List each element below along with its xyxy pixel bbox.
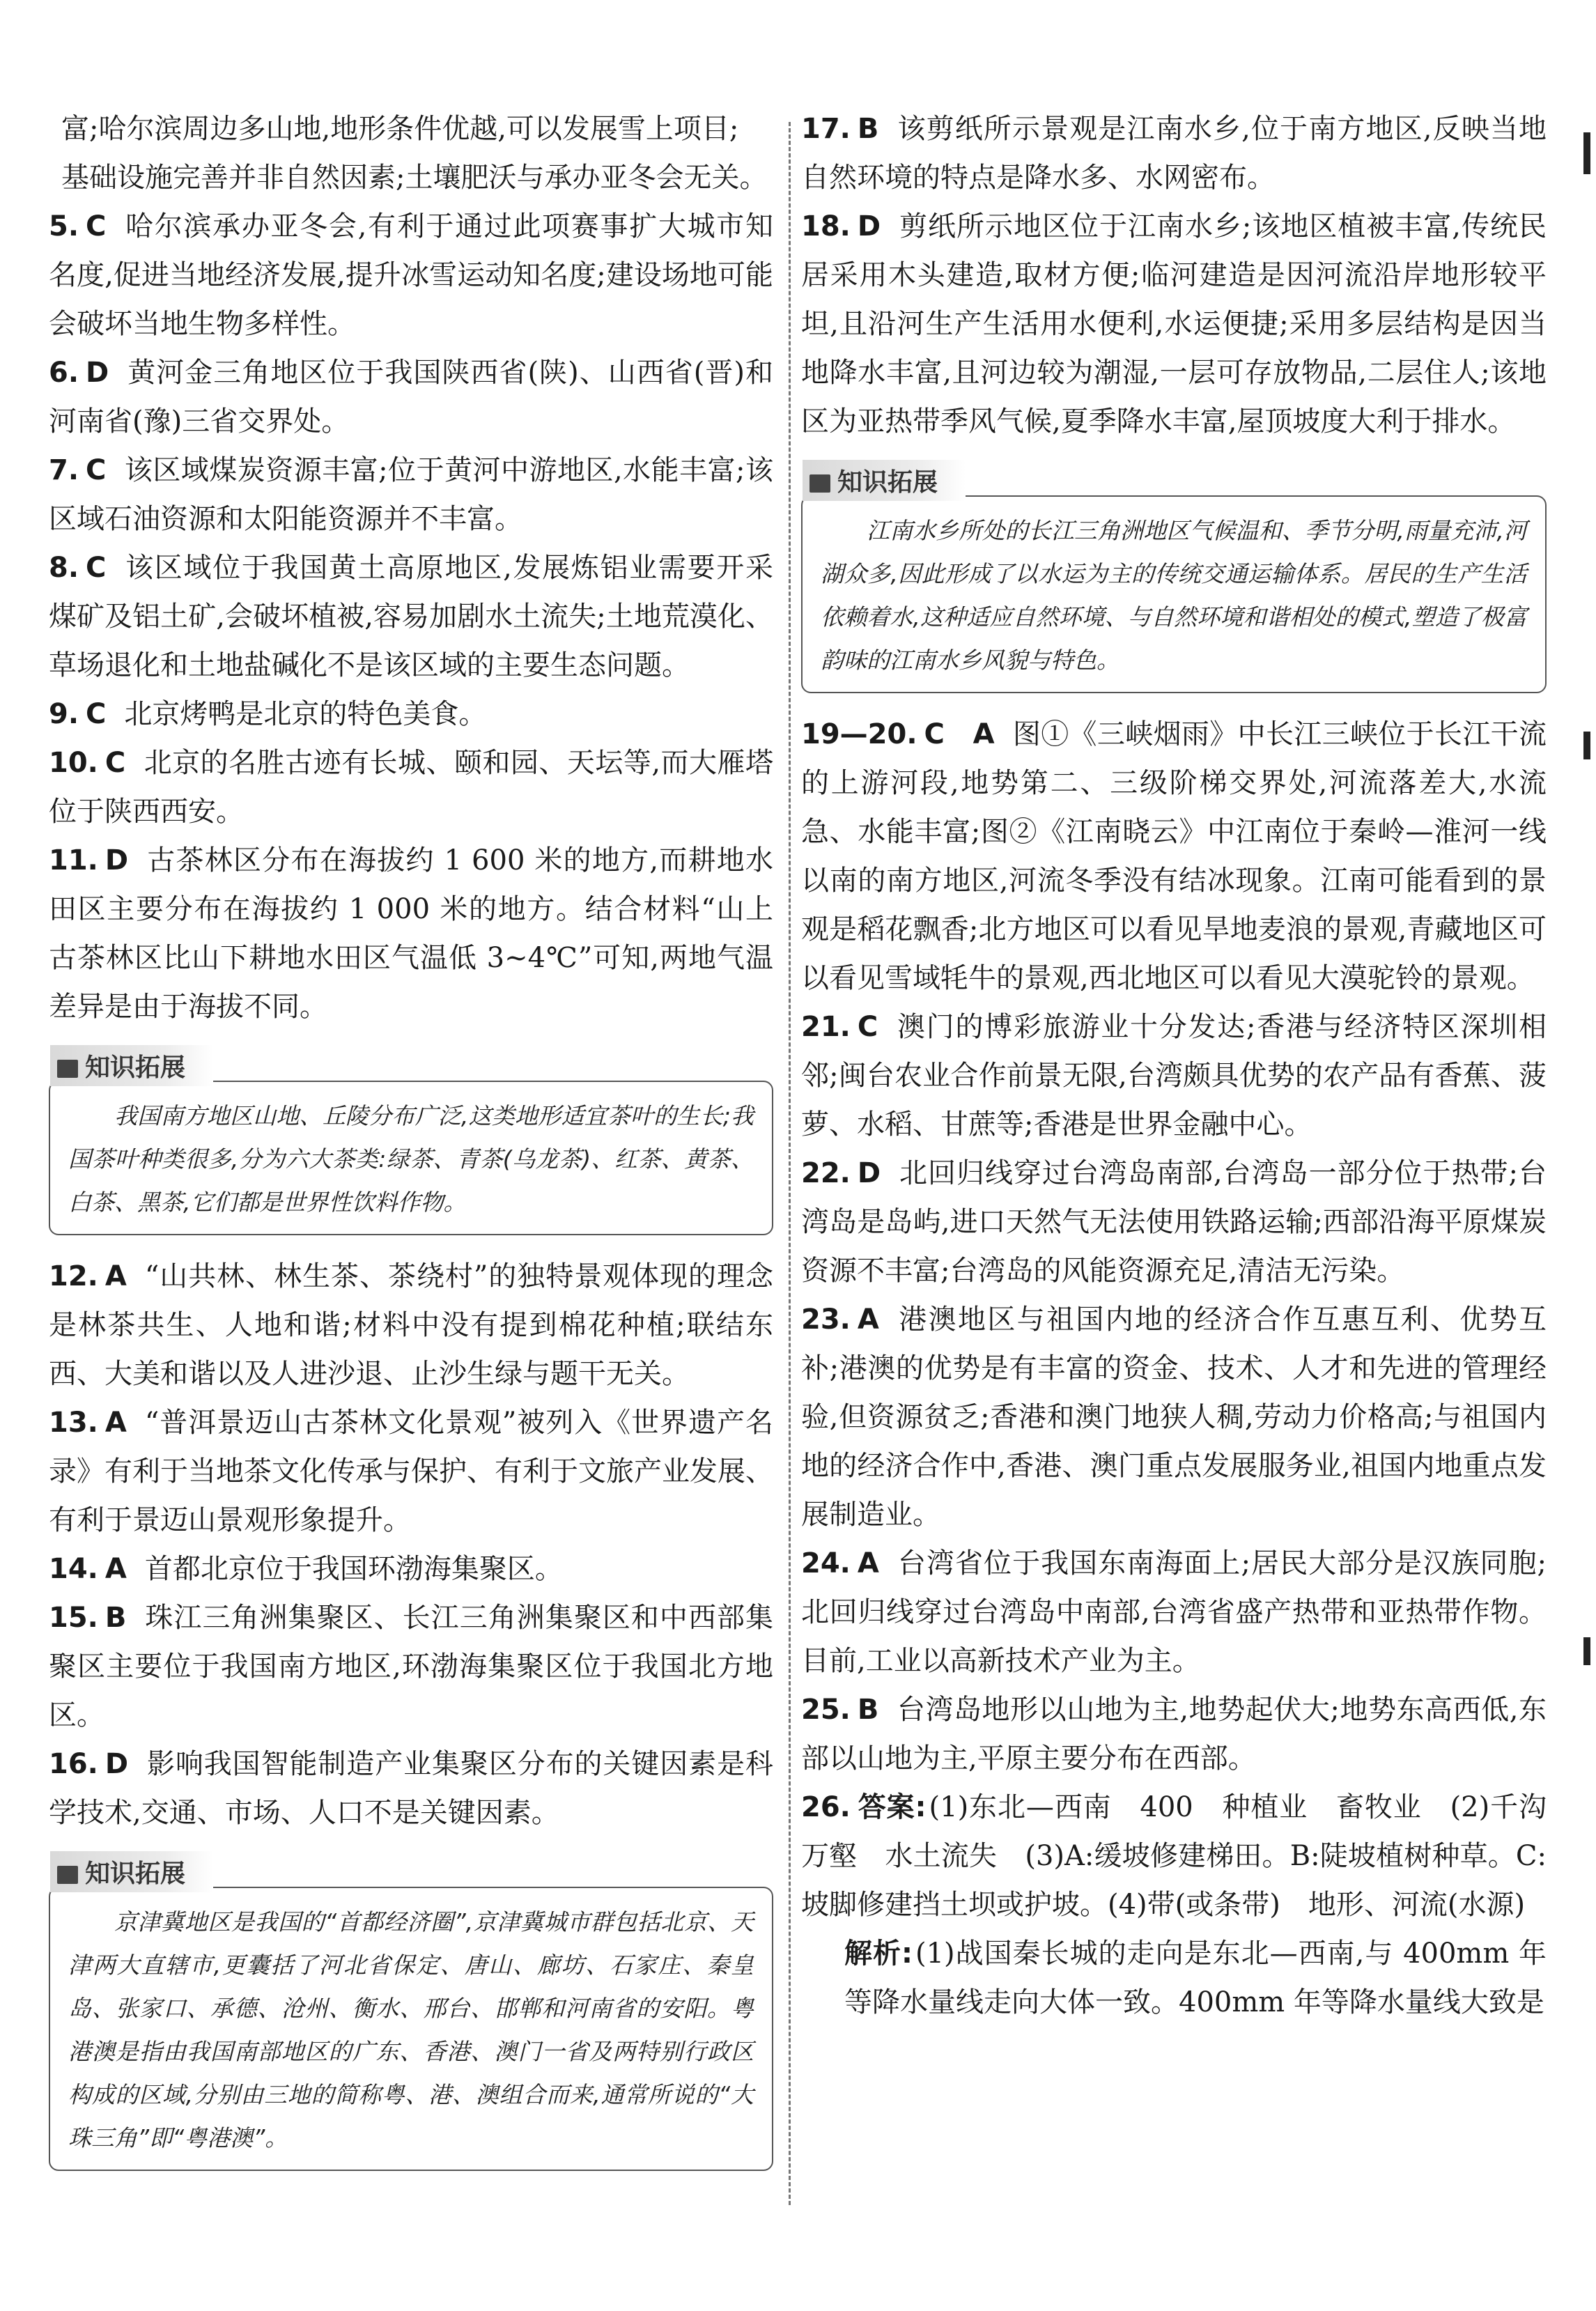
answer-5: [49, 202, 773, 348]
question-number: 5.: [49, 210, 79, 242]
answer-letter: D: [857, 1157, 881, 1189]
book-icon: [57, 1866, 78, 1884]
answer-letter: B: [857, 113, 879, 145]
answer-letter: D: [857, 210, 881, 242]
answer-9: [49, 690, 773, 739]
answer-19-20: [801, 710, 1547, 1003]
answer-letter: A: [104, 1260, 127, 1292]
answer-text: 首都北京位于我国环渤海集聚区。: [144, 1553, 563, 1585]
analysis-text: (1)战国秦长城的走向是东北—西南,与 400mm 年等降水量线走向大体一致。400mm 年等降水量线大致是: [844, 1938, 1547, 2018]
answer-text: 该区域煤炭资源丰富;位于黄河中游地区,水能丰富;该区域石油资源和太阳能资源并不丰富。: [49, 454, 773, 535]
left-column: [49, 105, 773, 2188]
analysis-26: [801, 1929, 1547, 2027]
answer-text: “普洱景迈山古茶林文化景观”被列入《世界遗产名录》有利于当地茶文化传承与保护、有利于文旅产业发展、有利于景迈山景观形象提升。: [49, 1407, 773, 1536]
answer-letter: A: [857, 1547, 879, 1579]
question-number: 19—20.: [801, 718, 917, 750]
answer-text: “山共林、林生茶、茶绕村”的独特景观体现的理念是林茶共生、人地和谐;材料中没有提到棉花种植;联结东西、大美和谐以及人进沙退、止沙生绿与题干无关。: [49, 1260, 773, 1390]
question-number: 15.: [49, 1602, 98, 1634]
question-number: 17.: [801, 113, 851, 145]
answer-25: [801, 1685, 1547, 1783]
extension-title: [803, 460, 966, 501]
extension-text: 我国南方地区山地、丘陵分布广泛,这类地形适宜茶叶的生长;我国茶叶种类很多,分为六大茶类:绿茶、青茶(乌龙茶)、红茶、黄茶、白茶、黑茶,它们都是世界性饮料作物。: [49, 1081, 773, 1235]
answer-letter: D: [86, 357, 109, 389]
answer-letter: C: [86, 210, 107, 242]
answer-text: 该区域位于我国黄土高原地区,发展炼铝业需要开采煤矿及铝土矿,会破坏植被,容易加剧水土流失;土地荒漠化、草场退化和土地盐碱化不是该区域的主要生态问题。: [49, 552, 773, 681]
extension-title: [50, 1045, 213, 1086]
answer-17: [801, 105, 1547, 202]
question-number: 12.: [49, 1260, 98, 1292]
analysis-label: 解析:: [844, 1938, 913, 1970]
answer-text: 北回归线穿过台湾岛南部,台湾岛一部分位于热带;台湾岛是岛屿,进口天然气无法使用铁路运输;西部沿海平原煤炭资源不丰富;台湾岛的风能资源充足,清洁无污染。: [801, 1157, 1547, 1287]
answer-text: 影响我国智能制造产业集聚区分布的关键因素是科学技术,交通、市场、人口不是关键因素。: [49, 1748, 773, 1829]
answer-18: [801, 202, 1547, 446]
answer-letter: C: [857, 1011, 878, 1043]
answer-letter: C: [86, 454, 107, 486]
book-icon: [809, 474, 830, 493]
binding-edge-mark: [1583, 732, 1590, 759]
knowledge-extension-regions: [49, 1851, 773, 2171]
answer-text: 珠江三角洲集聚区、长江三角洲集聚区和中西部集聚区主要位于我国南方地区,环渤海集聚区位于我国北方地区。: [49, 1602, 773, 1731]
answer-letter: C: [86, 698, 107, 730]
lead-line-1: 富;哈尔滨周边多山地,地形条件优越,可以发展雪上项目;: [61, 113, 739, 145]
answer-text: 剪纸所示地区位于江南水乡;该地区植被丰富,传统民居采用木头建造,取材方便;临河建造是因河流沿岸地形较平坦,且沿河生产生活用水便利,水运便捷;采用多层结构是因当地降水丰富,且河边较为潮湿,一层可存放物品,二层住人;该地区为亚热带季风气候,夏季降水丰富,屋顶坡度大利于排水。: [801, 210, 1547, 438]
answer-8: [49, 543, 773, 690]
question-number: 26.: [801, 1791, 851, 1823]
answer-letter: B: [104, 1602, 127, 1634]
answer-letter: A: [857, 1304, 879, 1336]
extension-title-text: 知识拓展: [837, 468, 938, 497]
extension-text: 京津冀地区是我国的“首都经济圈”,京津冀城市群包括北京、天津两大直辖市,更囊括了河北省保定、唐山、廊坊、石家庄、秦皇岛、张家口、承德、沧州、衡水、邢台、邯郸和河南省的安阳。粤港澳是指由我国南部地区的广东、香港、澳门一省及两特别行政区构成的区域,分别由三地的简称粤、港、澳组合而来,通常所说的“大珠三角”即“粤港澳”。: [49, 1887, 773, 2171]
answer-letter: A: [104, 1407, 127, 1439]
knowledge-extension-tea: [49, 1045, 773, 1235]
answer-text: 港澳地区与祖国内地的经济合作互惠互利、优势互补;港澳的优势是有丰富的资金、技术、人才和先进的管理经验,但资源贫乏;香港和澳门地狭人稠,劳动力价格高;与祖国内地的经济合作中,香港、澳门重点发展服务业,祖国内地重点发展制造业。: [801, 1304, 1547, 1531]
question-number: 10.: [49, 747, 98, 779]
answer-16: [49, 1740, 773, 1837]
answer-letter: C: [104, 747, 126, 779]
question-number: 23.: [801, 1304, 851, 1336]
answer-text: 北京的名胜古迹有长城、颐和园、天坛等,而大雁塔位于陕西西安。: [49, 747, 773, 828]
answer-7: [49, 446, 773, 543]
question-number: 7.: [49, 454, 79, 486]
answer-15: [49, 1593, 773, 1740]
answer-text: 图①《三峡烟雨》中长江三峡位于长江干流的上游河段,地势第二、三级阶梯交界处,河流落差大,水流急、水能丰富;图②《江南晓云》中江南位于秦岭—淮河一线以南的南方地区,河流冬季没有结冰现象。江南可能看到的景观是稻花飘香;北方地区可以看见旱地麦浪的景观,青藏地区可以看见雪域牦牛的景观,西北地区可以看见大漠驼铃的景观。: [801, 718, 1547, 994]
question-number: 14.: [49, 1553, 98, 1585]
question-number: 6.: [49, 357, 79, 389]
question-number: 16.: [49, 1748, 98, 1780]
answer-letter: D: [104, 844, 129, 876]
answer-24: [801, 1539, 1547, 1685]
answer-6: [49, 348, 773, 446]
lead-line-2: 基础设施完善并非自然因素;土壤肥沃与承办亚冬会无关。: [61, 162, 768, 194]
answer-22: [801, 1149, 1547, 1295]
question-number: 9.: [49, 698, 79, 730]
binding-edge-mark: [1583, 132, 1590, 174]
question-number: 18.: [801, 210, 851, 242]
knowledge-extension-jiangnan: [801, 460, 1547, 693]
answer-12: [49, 1252, 773, 1398]
answer-text: 古茶林区分布在海拔约 1 600 米的地方,而耕地水田区主要分布在海拔约 1 000 米的地方。结合材料“山上古茶林区比山下耕地水田区气温低 3~4℃”可知,两地气温差异是由于海拔不同。: [49, 844, 773, 1023]
answer-14: [49, 1545, 773, 1593]
question-number: 11.: [49, 844, 98, 876]
answer-letter: B: [857, 1694, 879, 1726]
column-divider: [789, 122, 791, 2205]
answer-text: 黄河金三角地区位于我国陕西省(陕)、山西省(晋)和河南省(豫)三省交界处。: [49, 357, 773, 438]
answer-text: 澳门的博彩旅游业十分发达;香港与经济特区深圳相邻;闽台农业合作前景无限,台湾颇具优势的农产品有香蕉、菠萝、水稻、甘蔗等;香港是世界金融中心。: [801, 1011, 1547, 1141]
question-number: 8.: [49, 552, 79, 584]
answer-text: 该剪纸所示景观是江南水乡,位于南方地区,反映当地自然环境的特点是降水多、水网密布。: [801, 113, 1547, 194]
binding-edge-mark: [1583, 1637, 1590, 1665]
question-number: 21.: [801, 1011, 851, 1043]
question-number: 24.: [801, 1547, 851, 1579]
answer-text: (1)东北—西南 400 种植业 畜牧业 (2)千沟万壑 水土流失 (3)A:缓坡修建梯田。B:陡坡植树种草。C:坡脚修建挡土坝或护坡。(4)带(或条带) 地形、河流(水源): [801, 1791, 1547, 1921]
answer-text: 台湾岛地形以山地为主,地势起伏大;地势东高西低,东部以山地为主,平原主要分布在西部。: [801, 1694, 1547, 1775]
question-number: 13.: [49, 1407, 98, 1439]
answer-26: [801, 1783, 1547, 1929]
extension-title-text: 知识拓展: [85, 1860, 186, 1888]
right-column: [801, 105, 1547, 2027]
answer-text: 哈尔滨承办亚冬会,有利于通过此项赛事扩大城市知名度,促进当地经济发展,提升冰雪运动知名度;建设场地可能会破坏当地生物多样性。: [49, 210, 773, 340]
extension-title: [50, 1851, 213, 1892]
extension-text: 江南水乡所处的长江三角洲地区气候温和、季节分明,雨量充沛,河湖众多,因此形成了以水运为主的传统交通运输体系。居民的生产生活依赖着水,这种适应自然环境、与自然环境和谐相处的模式,塑造了极富韵味的江南水乡风貌与特色。: [801, 495, 1547, 693]
question-number: 25.: [801, 1694, 851, 1726]
answer-letter: A: [104, 1553, 127, 1585]
answer-11: [49, 836, 773, 1031]
answer-letter: D: [104, 1748, 129, 1780]
answer-label: 答案:: [857, 1791, 927, 1823]
answer-21: [801, 1003, 1547, 1149]
answer-23: [801, 1295, 1547, 1539]
book-icon: [57, 1060, 78, 1078]
answer-text: 台湾省位于我国东南海面上;居民大部分是汉族同胞;北回归线穿过台湾岛中南部,台湾省盛产热带和亚热带作物。目前,工业以高新技术产业为主。: [801, 1547, 1547, 1677]
answer-10: [49, 739, 773, 836]
answer-letter: C A: [924, 718, 995, 750]
answer-13: [49, 1398, 773, 1545]
answer-letter: C: [86, 552, 107, 584]
extension-title-text: 知识拓展: [85, 1053, 186, 1082]
answer-text: 北京烤鸭是北京的特色美食。: [124, 698, 487, 730]
question-number: 22.: [801, 1157, 851, 1189]
